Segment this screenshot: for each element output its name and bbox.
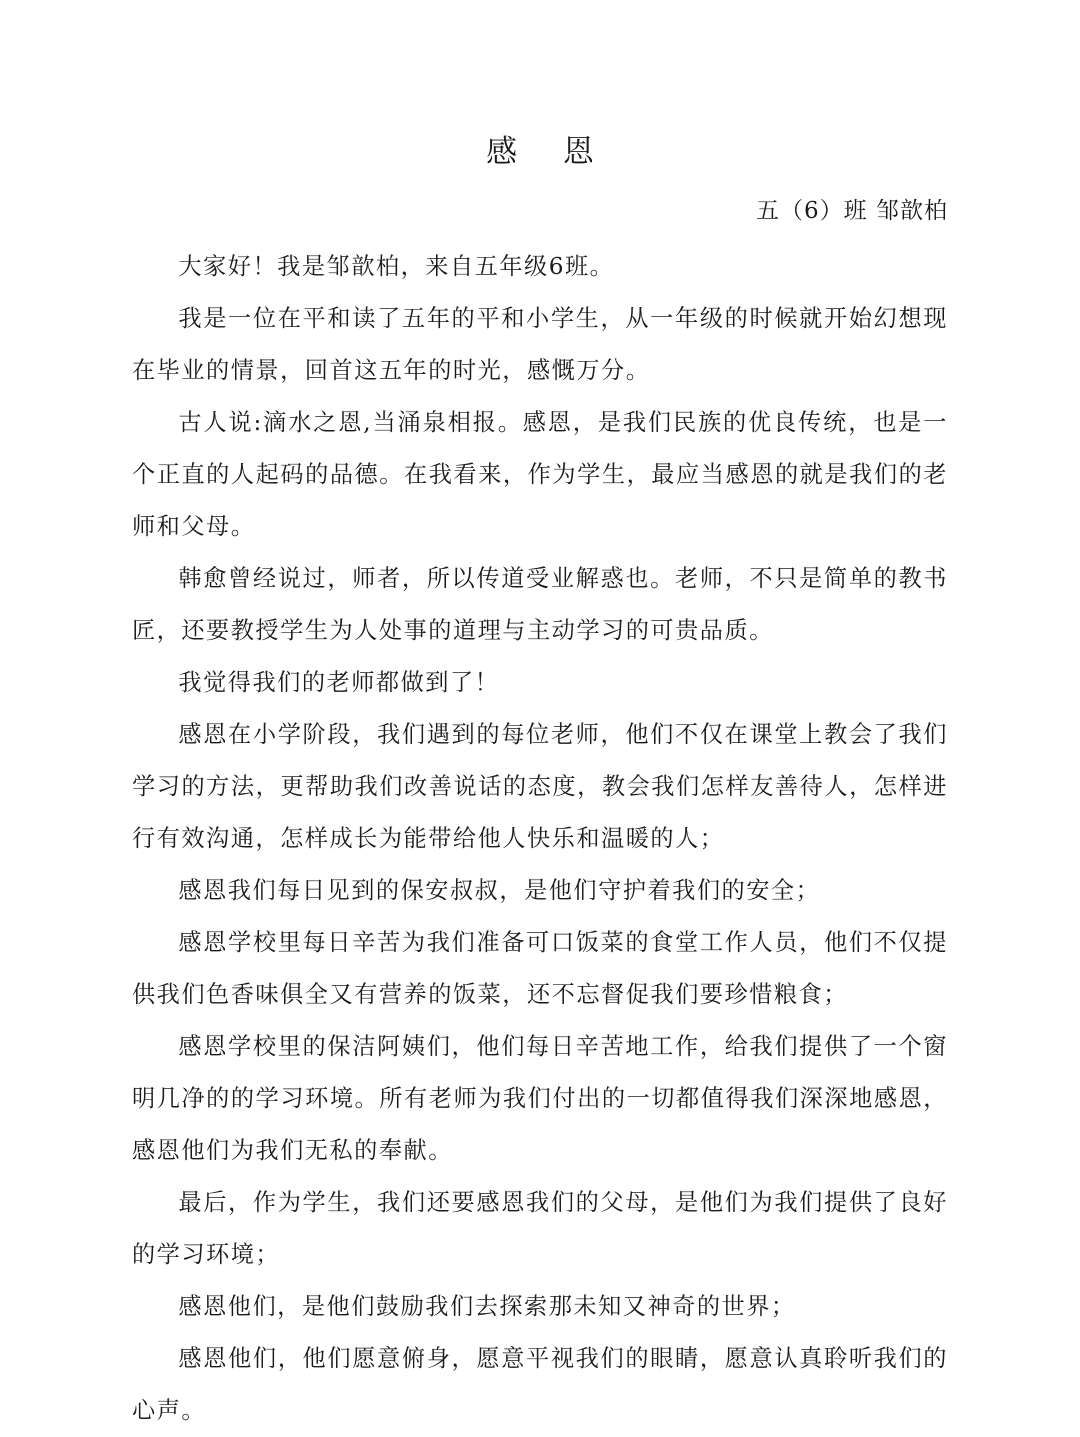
paragraph: 感恩在小学阶段，我们遇到的每位老师，他们不仅在课堂上教会了我们学习的方法，更帮助我们改善说话的态度，教会我们怎样友善待人，怎样进行有效沟通，怎样成长为能带给他人快乐和温暖的人； bbox=[132, 721, 948, 852]
paragraph: 最后，作为学生，我们还要感恩我们的父母，是他们为我们提供了良好的学习环境； bbox=[132, 1189, 948, 1268]
paragraph: 感恩我们每日见到的保安叔叔，是他们守护着我们的安全； bbox=[178, 877, 821, 904]
paragraph: 感恩学校里的保洁阿姨们，他们每日辛苦地工作，给我们提供了一个窗明几净的的学习环境。所有老师为我们付出的一切都值得我们深深地感恩，感恩他们为我们无私的奉献。 bbox=[132, 1033, 948, 1164]
paragraph: 古人说:滴水之恩,当涌泉相报。感恩，是我们民族的优良传统，也是一个正直的人起码的品德。在我看来，作为学生，最应当感恩的就是我们的老师和父母。 bbox=[132, 409, 948, 540]
paragraph: 韩愈曾经说过，师者，所以传道受业解惑也。老师，不只是简单的教书匠，还要教授学生为人处事的道理与主动学习的可贵品质。 bbox=[132, 565, 948, 644]
paragraph: 感恩学校里每日辛苦为我们准备可口饭菜的食堂工作人员，他们不仅提供我们色香味俱全又有营养的饭菜，还不忘督促我们要珍惜粮食； bbox=[132, 929, 948, 1008]
paragraph: 我是一位在平和读了五年的平和小学生，从一年级的时候就开始幻想现在毕业的情景，回首这五年的时光，感慨万分。 bbox=[132, 305, 948, 384]
paragraph: 感恩他们，他们愿意俯身，愿意平视我们的眼睛，愿意认真聆听我们的心声。 bbox=[132, 1345, 948, 1424]
document-body bbox=[132, 241, 948, 1437]
paragraph: 感恩他们，是他们鼓励我们去探索那未知又神奇的世界； bbox=[178, 1293, 796, 1320]
author-line: 五（6）班 邹歆柏 bbox=[756, 198, 948, 224]
paragraph: 我觉得我们的老师都做到了！ bbox=[178, 669, 500, 696]
paragraph-greeting: 大家好！我是邹歆柏，来自五年级6班。 bbox=[178, 253, 615, 280]
document-title: 感 恩 bbox=[486, 134, 612, 170]
